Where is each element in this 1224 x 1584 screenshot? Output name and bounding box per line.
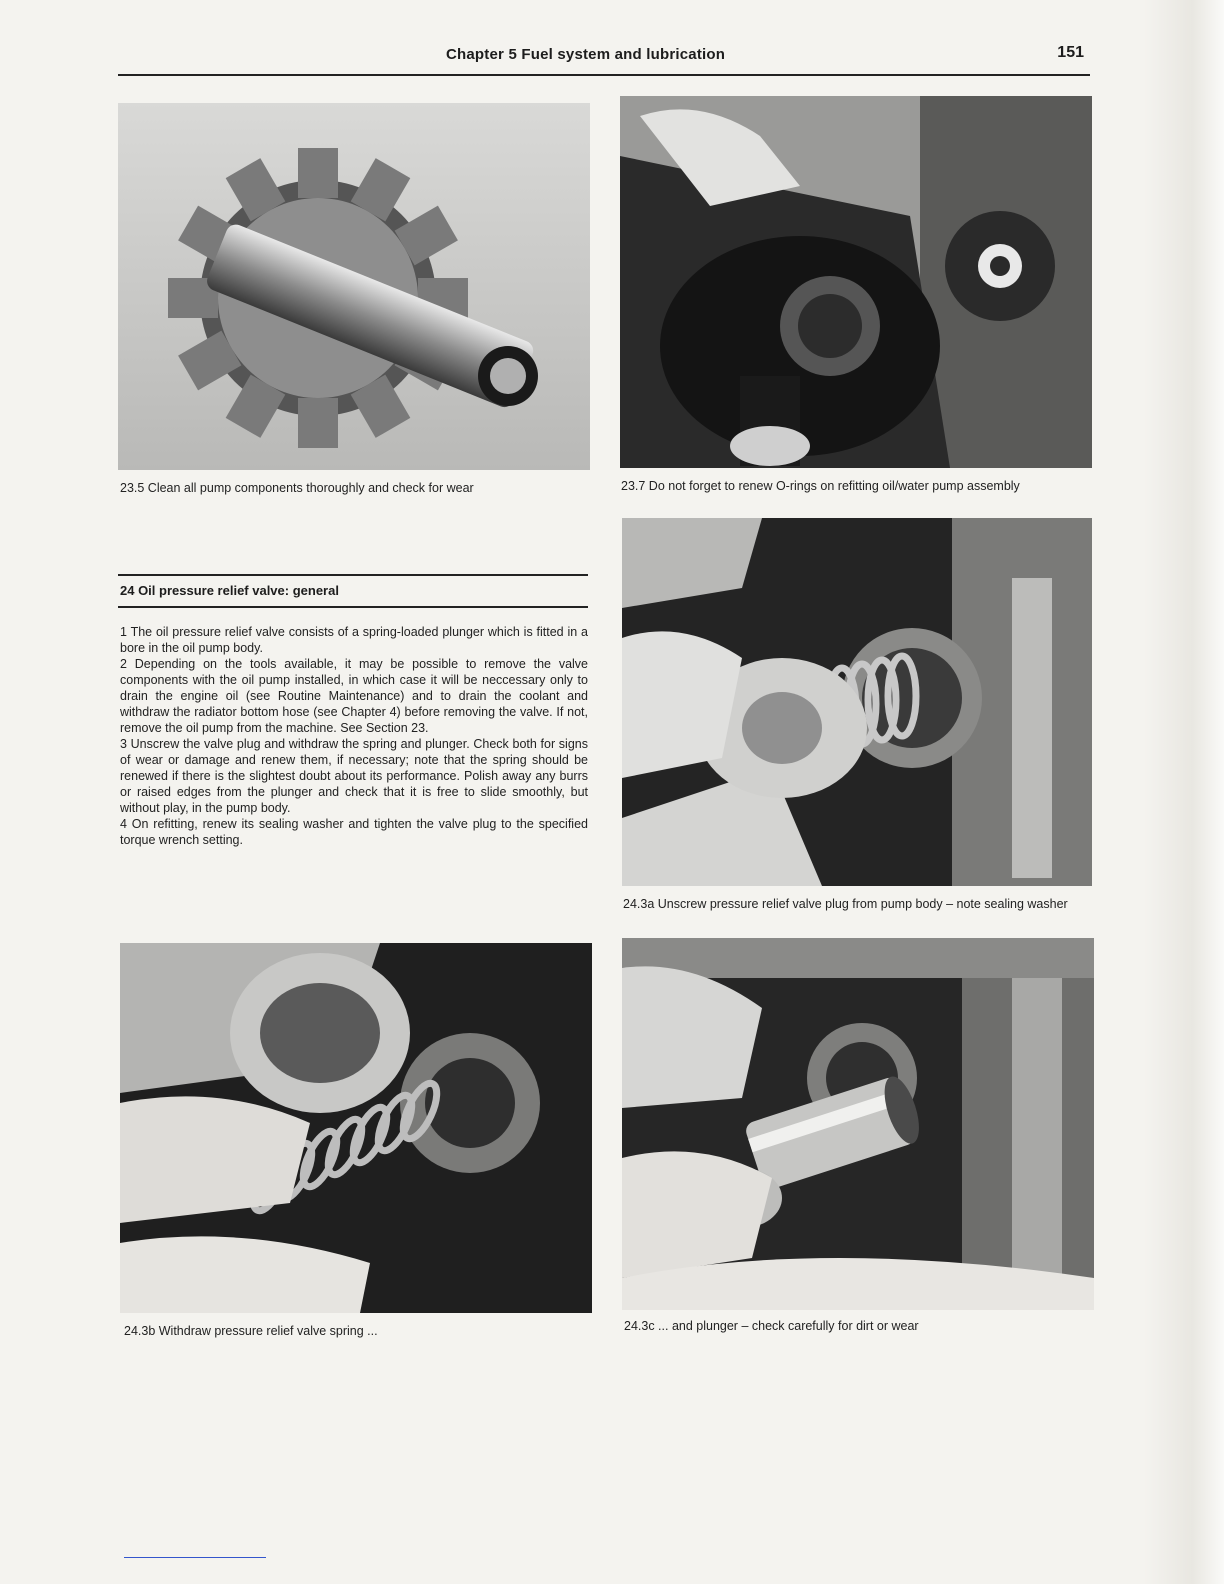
section-24-heading	[118, 574, 588, 608]
figure-24-3b-photo	[120, 943, 592, 1313]
paragraph-3: 3 Unscrew the valve plug and withdraw the spring and plunger. Check both for signs of wear or damage and renew them, if necessary; note that the spring should be renewed if there is the slightest doubt about its performance. Polish away any burrs or raised edges from the plunger and check that it is free to slide smoothly, but without play, in the pump body.	[120, 737, 588, 815]
page-number: 151	[1057, 44, 1084, 61]
figure-24-3c-caption: 24.3c ... and plunger – check carefully for dirt or wear	[624, 1319, 919, 1333]
figure-23-5-photo	[118, 103, 590, 470]
paragraph-1: 1 The oil pressure relief valve consists of a spring-loaded plunger which is fitted in a bore in the oil pump body.	[120, 625, 588, 655]
page-edge-shadow	[1144, 0, 1224, 1584]
section-heading-text: 24 Oil pressure relief valve: general	[120, 583, 339, 598]
footer-rule	[124, 1557, 266, 1558]
figure-24-3a-caption: 24.3a Unscrew pressure relief valve plug from pump body – note sealing washer	[623, 897, 1068, 911]
figure-23-5-caption: 23.5 Clean all pump components thoroughly and check for wear	[120, 481, 474, 495]
figure-23-7-photo	[620, 96, 1092, 468]
plunger-illustration	[622, 938, 1094, 1310]
gear-shaft-illustration	[118, 103, 590, 470]
paragraph-4: 4 On refitting, renew its sealing washer and tighten the valve plug to the specified torque wrench setting.	[120, 817, 588, 847]
figure-24-3b-caption: 24.3b Withdraw pressure relief valve spring ...	[124, 1324, 378, 1338]
section-24-body	[120, 624, 588, 848]
chapter-title: Chapter 5 Fuel system and lubrication	[446, 46, 726, 63]
figure-24-3c-photo	[622, 938, 1094, 1310]
pump-assembly-illustration	[620, 96, 1092, 468]
valve-spring-illustration	[120, 943, 592, 1313]
page-header	[118, 44, 1090, 76]
figure-23-7-caption: 23.7 Do not forget to renew O-rings on refitting oil/water pump assembly	[621, 479, 1020, 493]
figure-24-3a-photo	[622, 518, 1092, 886]
paragraph-2: 2 Depending on the tools available, it may be possible to remove the valve components with the oil pump installed, in which case it will be neccessary only to drain the engine oil (see Routine Maintenance) and to drain the coolant and withdraw the radiator bottom hose (see Chapter 4) before removing the valve. If not, remove the oil pump from the machine. See Section 23.	[120, 657, 588, 735]
valve-plug-illustration	[622, 518, 1092, 886]
